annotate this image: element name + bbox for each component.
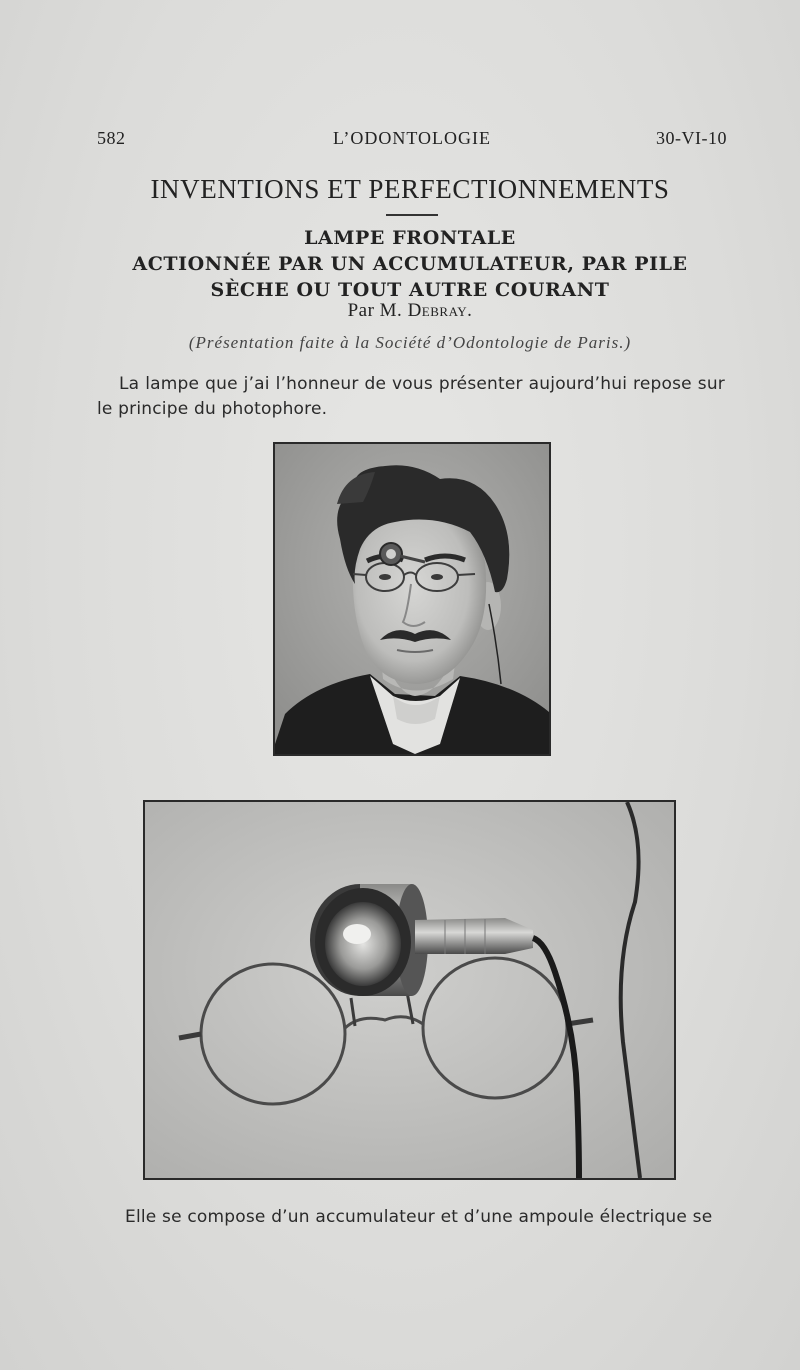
- paragraph-2: Elle se compose d’un accumulateur et d’une ampoule électrique se: [125, 1207, 713, 1227]
- paragraph-1: La lampe que j’ai l’honneur de vous présenter aujourd’hui repose sur le principe du photophore.: [97, 374, 725, 419]
- article-title-line-1: LAMPE FRONTALE: [304, 227, 516, 249]
- glasses-lamp-photo: [143, 800, 676, 1180]
- running-head: [97, 128, 727, 156]
- page-number: 582: [97, 128, 126, 148]
- section-title: INVENTIONS ET PERFECTIONNEMENTS: [150, 174, 670, 204]
- presentation-note: (Présentation faite à la Société d’Odontologie de Paris.): [188, 333, 632, 352]
- issue-date: 30-VI-10: [656, 128, 727, 148]
- journal-title: L’ODONTOLOGIE: [333, 128, 491, 148]
- author-line: [0, 300, 800, 322]
- author-name: Debray.: [407, 300, 473, 321]
- title-rule: [386, 214, 438, 216]
- article-title-line-2: ACTIONNÉE PAR UN ACCUMULATEUR, PAR PILE: [132, 253, 688, 275]
- portrait-photo: [273, 442, 551, 756]
- author-prefix: Par M.: [347, 300, 403, 321]
- article-title: [0, 225, 800, 303]
- article-title-line-3: SÈCHE OU TOUT AUTRE COURANT: [210, 279, 610, 301]
